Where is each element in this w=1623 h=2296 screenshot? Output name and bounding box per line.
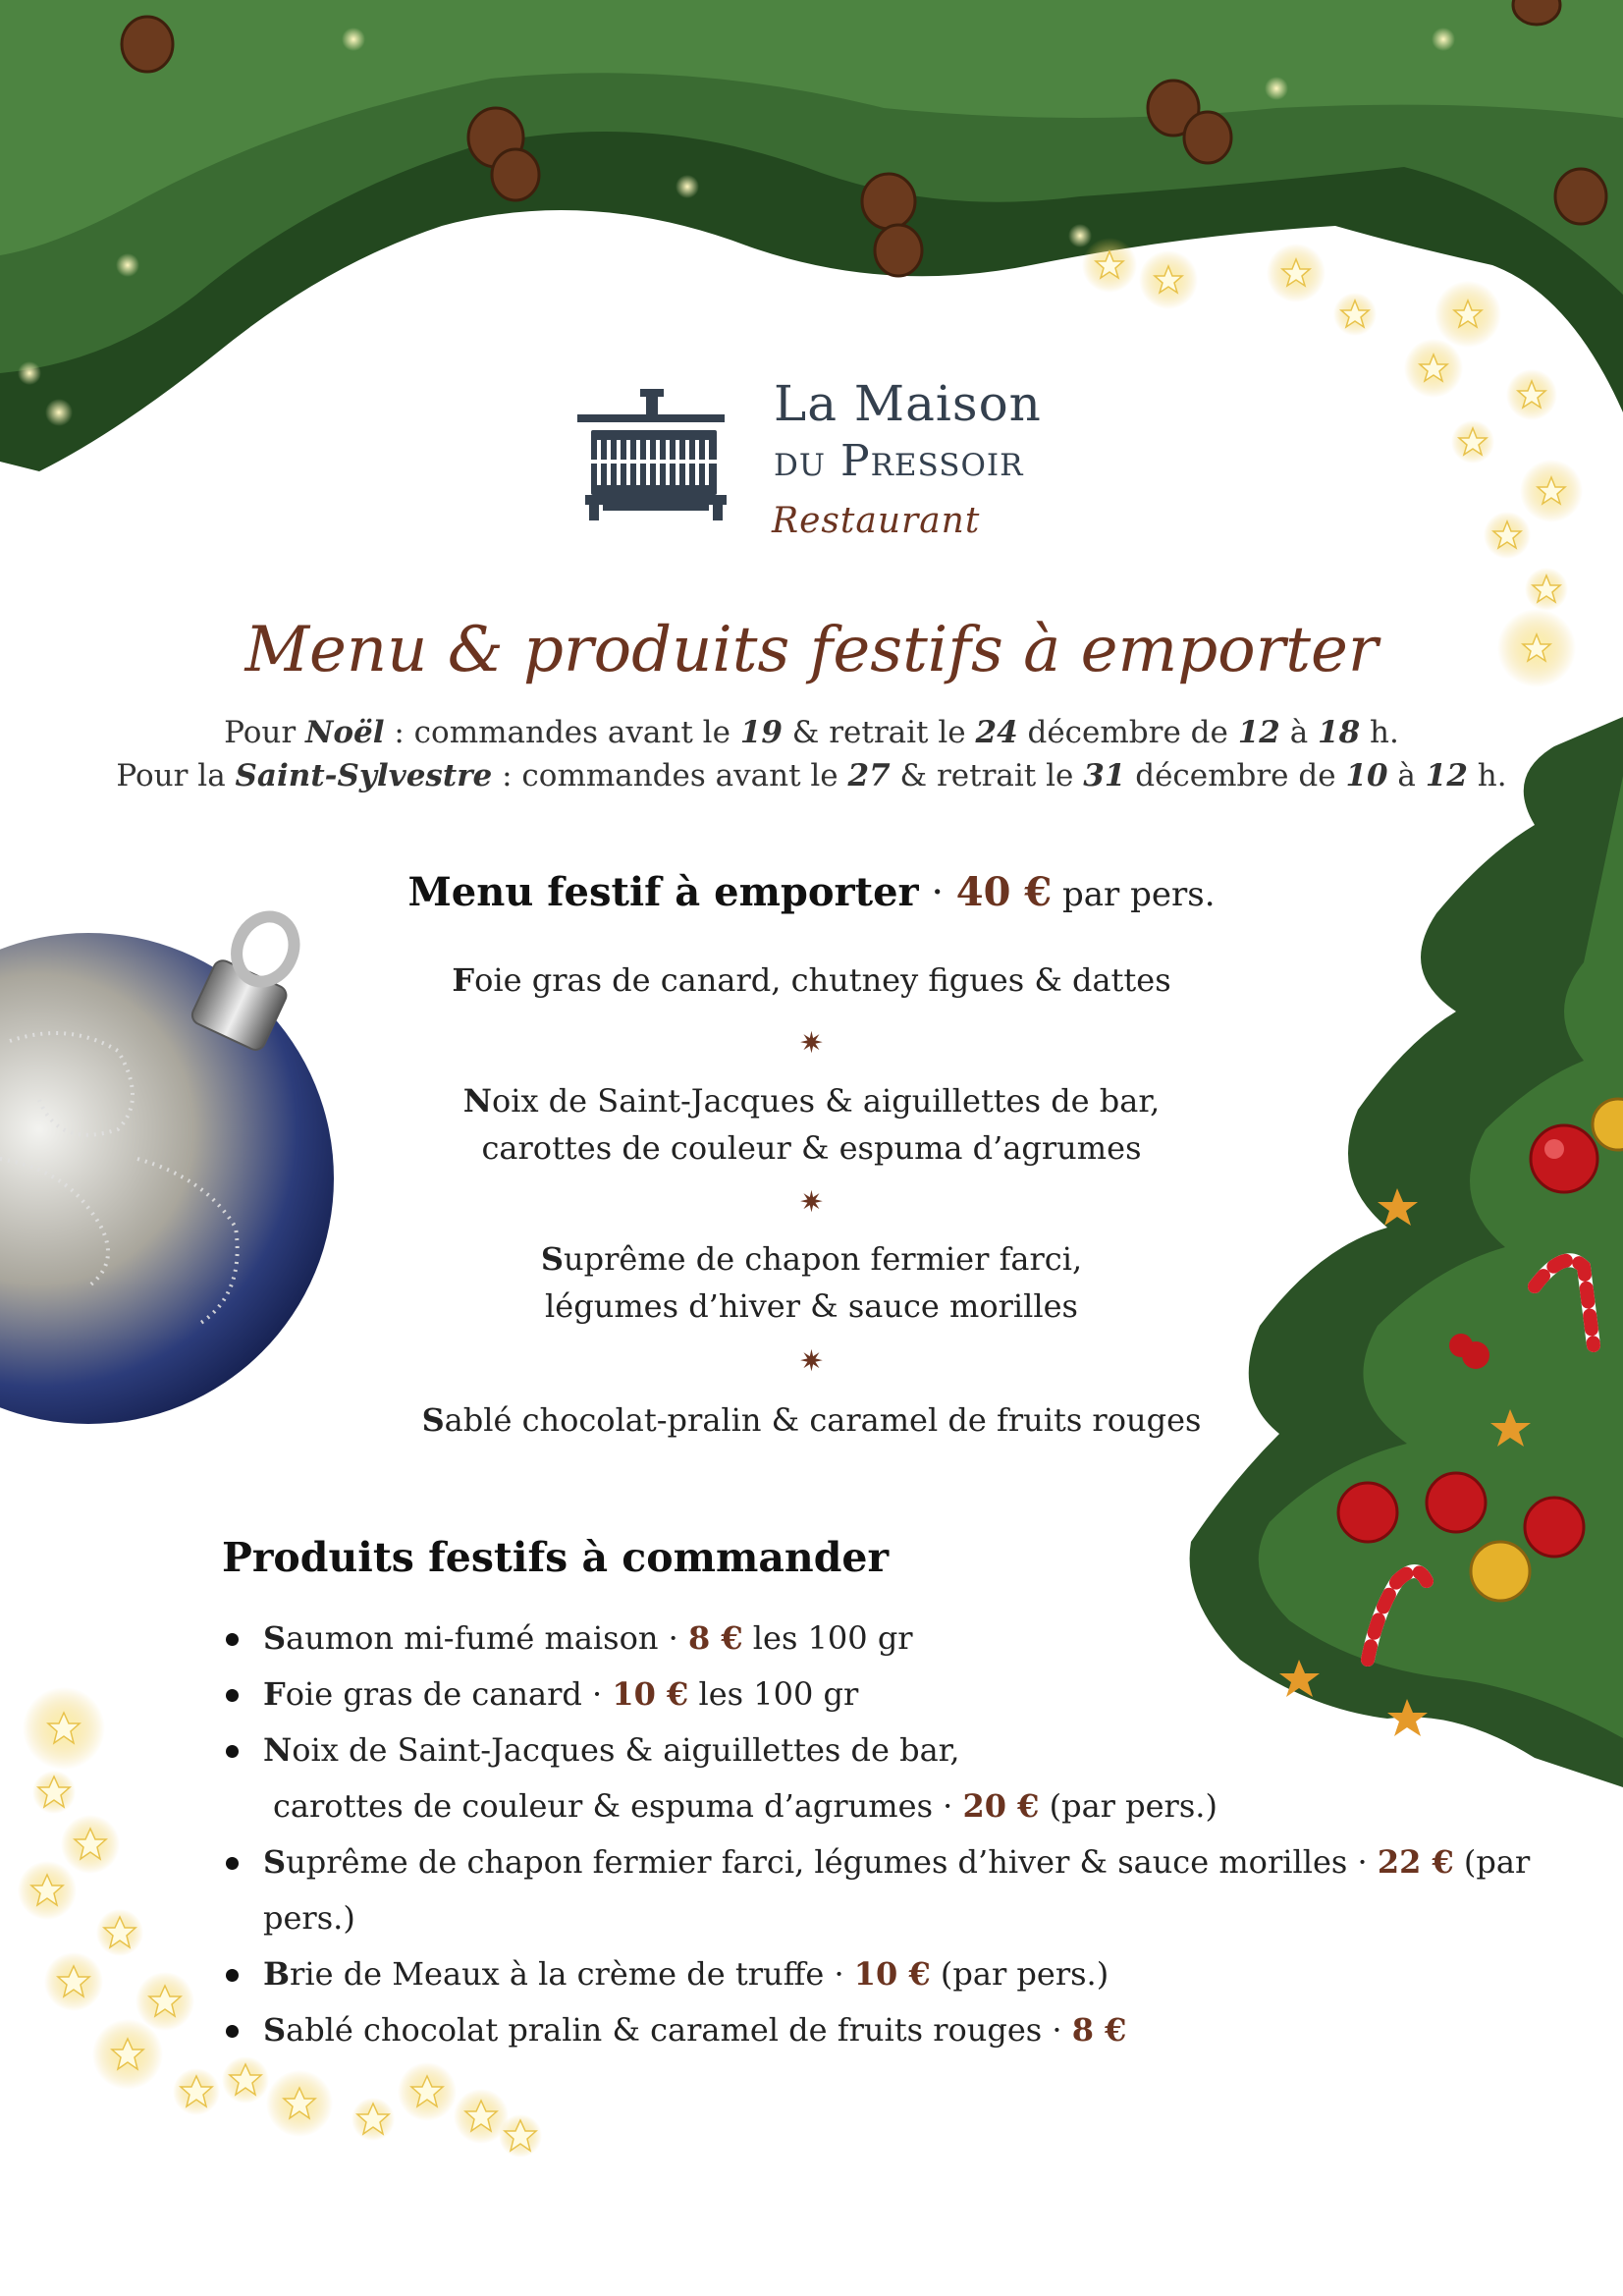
- list-item: Saumon mi-fumé maison · 8 € les 100 gr: [222, 1611, 1623, 1667]
- info-line-saint-sylvestre: Pour la Saint-Sylvestre : commandes avant le 27 & retrait le 31 décembre de 10 à 12 h.: [116, 758, 1507, 793]
- menu-heading: Menu festif à emporter · 40 € par pers.: [407, 869, 1216, 915]
- menu-course: Suprême de chapon fermier farci, légumes d’hiver & sauce morilles: [540, 1240, 1083, 1325]
- item-price: 8 €: [1071, 2011, 1127, 2049]
- menu-price: 40 €: [955, 869, 1053, 915]
- course-separator-icon: ✷: [798, 1344, 825, 1379]
- wine-press-logo-icon: [577, 385, 734, 532]
- brand-name-line2: du Pressoir: [774, 436, 1024, 486]
- info-line-noel: Pour Noël : commandes avant le 19 & retrait le 24 décembre de 12 à 18 h.: [224, 715, 1399, 750]
- item-price: 10 €: [612, 1675, 689, 1713]
- event-name: Saint-Sylvestre: [235, 758, 493, 793]
- menu-course: Noix de Saint-Jacques & aiguillettes de bar, carottes de couleur & espuma d’agrumes: [462, 1082, 1161, 1167]
- item-price: 8 €: [687, 1619, 743, 1657]
- list-item: Noix de Saint-Jacques & aiguillettes de bar, carottes de couleur & espuma d’agrumes · 20 € (par pers.): [222, 1722, 1623, 1834]
- products-heading: Produits festifs à commander: [222, 1534, 890, 1581]
- list-item: Sablé chocolat pralin & caramel de fruits rouges · 8 €: [222, 2002, 1623, 2058]
- menu-course: Foie gras de canard, chutney figues & dattes: [452, 961, 1171, 999]
- restaurant-logo: [577, 375, 1068, 552]
- page-title: Menu & produits festifs à emporter: [244, 614, 1379, 686]
- item-price: 10 €: [853, 1955, 931, 1993]
- course-separator-icon: ✷: [798, 1026, 825, 1061]
- products-list: [222, 1611, 1623, 2058]
- item-price: 20 €: [962, 1787, 1040, 1825]
- item-price: 22 €: [1377, 1843, 1454, 1881]
- list-item: Foie gras de canard · 10 € les 100 gr: [222, 1667, 1623, 1722]
- brand-name-line1: La Maison: [774, 375, 1042, 432]
- list-item: Suprême de chapon fermier farci, légumes d’hiver & sauce morilles · 22 € (par pers.): [222, 1834, 1623, 1946]
- brand-subtitle: Restaurant: [772, 501, 981, 541]
- event-name: Noël: [305, 715, 385, 750]
- list-item: Brie de Meaux à la crème de truffe · 10 € (par pers.): [222, 1946, 1623, 2002]
- course-separator-icon: ✷: [798, 1185, 825, 1220]
- menu-course: Sablé chocolat-pralin & caramel de fruits rouges: [421, 1401, 1202, 1439]
